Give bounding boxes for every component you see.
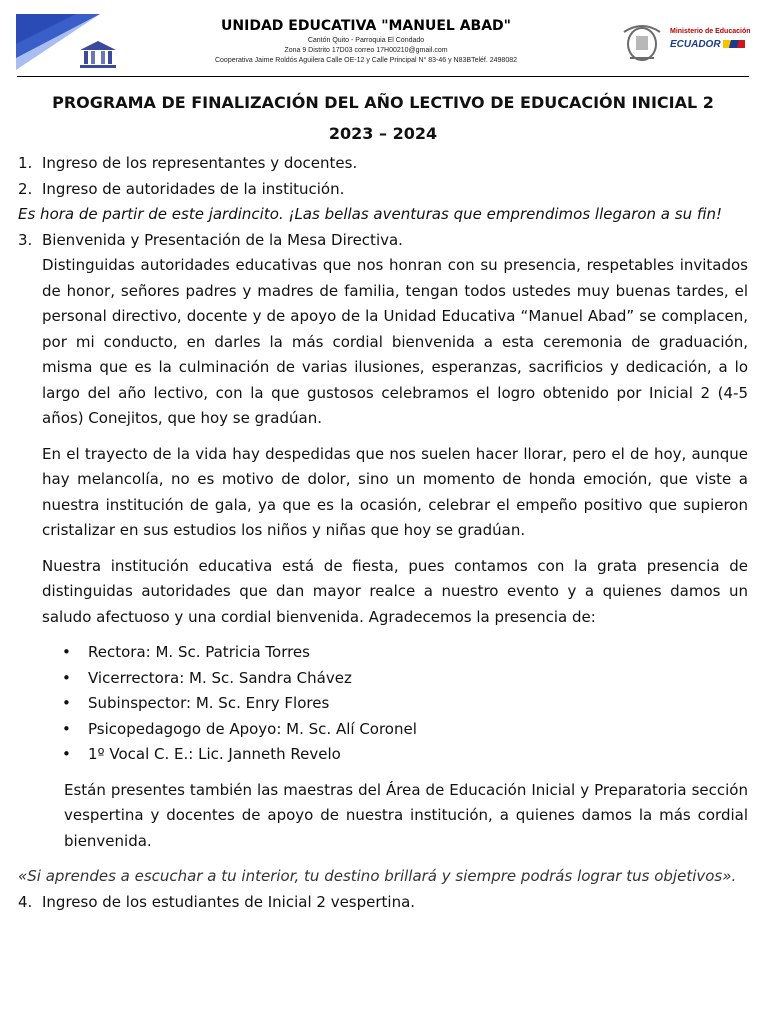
ministry-name: Ministerio de Educación [670,28,751,35]
address-line-1: Cantón Quito - Parroquia El Condado [307,37,425,44]
item-number: 1. [18,154,33,172]
header-divider [17,76,749,77]
country-name: ECUADOR [670,39,721,50]
item-number: 3. [18,230,33,249]
authority-item: • Psicopedagogo de Apoyo: M. Sc. Alí Coronel [62,717,748,743]
document-body [18,92,748,915]
closing-quote: «Si aprendes a escuchar a tu interior, tu destino brillará y siempre podrás lograr tus objetivos». [18,867,737,885]
national-seal-icon [618,18,666,66]
school-name: UNIDAD EDUCATIVA "MANUEL ABAD" [221,18,511,34]
list-item [18,151,748,177]
authority-item: • 1º Vocal C. E.: Lic. Janneth Revelo [62,742,748,768]
address-line-2: Zona 9 Distrito 17D03 correo 17H00210@gmail.com [284,47,448,54]
flag-icon [723,40,745,48]
farewell-paragraph: En el trayecto de la vida hay despedidas que nos suelen hacer llorar, pero el de hoy, aunque hay melancolía, no es motivo de dolor, sino un momento de honda emoción, que viste a nuestra institución de gala, ya que es la ocasión, celebrar el empeño positivo que supieron cristalizar en sus estudios los niños y niñas que hoy se gradúan. [42,444,748,539]
document-title: PROGRAMA DE FINALIZACIÓN DEL AÑO LECTIVO DE EDUCACIÓN INICIAL 2 [52,93,714,112]
item-number: 2. [18,179,33,198]
item-text: Ingreso de los representantes y docentes. [42,154,358,172]
address-line-3: Cooperativa Jaime Roldós Aguilera Calle OE-12 y Calle Principal N° 83-46 y N83BTeléf. 2498082 [214,57,517,64]
school-logo-icon [76,38,120,70]
authorities-list [18,640,748,768]
authority-item: • Vicerrectora: M. Sc. Sandra Chávez [62,666,748,692]
authority-item: • Subinspector: M. Sc. Enry Flores [62,691,748,717]
authorities-paragraph: Nuestra institución educativa está de fiesta, pues contamos con la grata presencia de distinguidas autoridades que dan mayor realce a nuestro evento y a quienes damos un saludo afectuoso y una cordial bienvenida. Agradecemos la presencia de: [42,556,748,626]
welcome-paragraph: Distinguidas autoridades educativas que nos honran con su presencia, respetables invitados de honor, señores padres y madres de familia, tengan todos ustedes muy buenas tardes, el personal directivo, docente y de apoyo de la Unidad Educativa “Manuel Abad” se complacen, por mi conducto, en darles la más cordial bienvenida a esta ceremonia de graduación, misma que es la culminación de varias ilusiones, esperanzas, sacrificios y dedicación, a lo largo del año lectivo, con la que gustosos celebramos el logro obtenido por Inicial 2 (4-5 años) Conejitos, que hoy se gradúan. [42,256,748,427]
item-text: Ingreso de los estudiantes de Inicial 2 vespertina. [42,892,416,911]
ministry-logo [670,28,754,68]
school-year: 2023 – 2024 [328,124,438,143]
list-item [18,228,748,254]
item-text: Ingreso de autoridades de la institución. [42,179,345,198]
list-item [18,177,748,203]
item-text: Bienvenida y Presentación de la Mesa Directiva. [42,230,403,249]
farewell-quote: Es hora de partir de este jardincito. ¡Las bellas aventuras que emprendimos llegaron a su fin! [18,205,723,223]
letterhead-text [136,16,596,66]
ecuador-wordmark [670,39,754,50]
list-item [18,890,748,916]
item-number: 4. [18,892,33,911]
letterhead [16,14,750,76]
teachers-paragraph: Están presentes también las maestras del Área de Educación Inicial y Preparatoria sección vespertina y docentes de apoyo de nuestra institución, a quienes damos la más cordial bienvenida. [64,780,748,850]
authority-item: • Rectora: M. Sc. Patricia Torres [62,640,748,666]
